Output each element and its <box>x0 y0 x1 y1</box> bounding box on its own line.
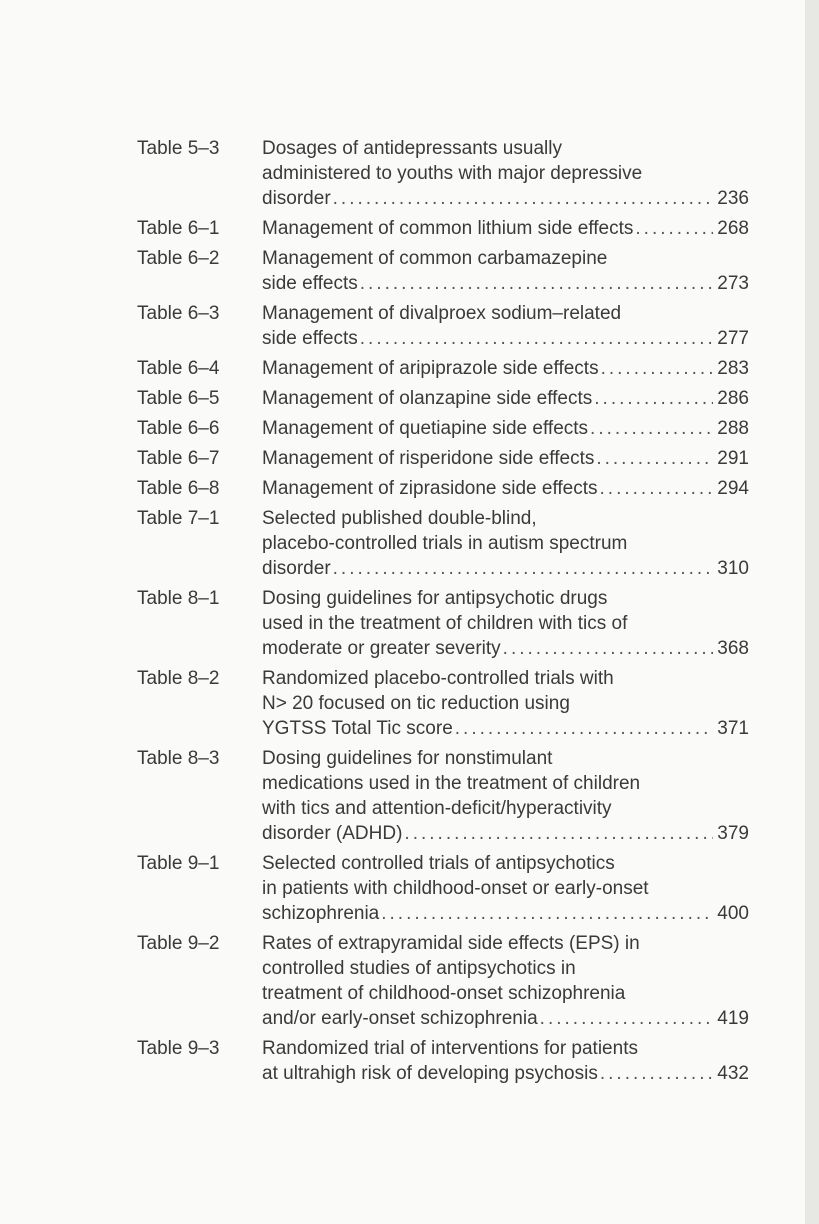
table-number: Table 6–6 <box>137 418 220 439</box>
page-number: 371 <box>717 718 749 739</box>
entry-title-line: Selected controlled trials of antipsychotics <box>262 853 615 874</box>
entry-title-line: schizophrenia <box>262 903 380 924</box>
entry-title-line: side effects <box>262 273 358 294</box>
toc-entry[interactable] <box>137 1036 749 1086</box>
toc-entry[interactable] <box>137 666 749 741</box>
dot-leader <box>381 901 713 926</box>
toc-entry[interactable] <box>137 416 749 441</box>
table-number: Table 9–3 <box>137 1038 220 1059</box>
page-number: 277 <box>717 328 749 349</box>
dot-leader <box>590 416 713 441</box>
toc-entry[interactable] <box>137 931 749 1031</box>
toc-entry[interactable] <box>137 216 749 241</box>
toc-entry[interactable] <box>137 356 749 381</box>
table-number: Table 6–7 <box>137 448 220 469</box>
entry-title-line: N> 20 focused on tic reduction using <box>262 693 570 714</box>
page-number: 368 <box>717 638 749 659</box>
table-number: Table 7–1 <box>137 508 220 529</box>
dot-leader <box>360 271 714 296</box>
list-of-tables <box>137 136 749 1086</box>
entry-title-line: moderate or greater severity <box>262 638 501 659</box>
dot-leader <box>596 446 713 471</box>
entry-title-line: treatment of childhood-onset schizophrenia <box>262 983 626 1004</box>
dot-leader <box>601 356 714 381</box>
entry-title-line: placebo-controlled trials in autism spectrum <box>262 533 628 554</box>
entry-title-line: Selected published double-blind, <box>262 508 537 529</box>
table-number: Table 6–4 <box>137 358 220 379</box>
toc-entry[interactable] <box>137 386 749 411</box>
entry-title-line: Management of risperidone side effects <box>262 448 595 469</box>
entry-title-line: Randomized placebo-controlled trials with <box>262 668 614 689</box>
toc-entry[interactable] <box>137 851 749 926</box>
toc-entry[interactable] <box>137 476 749 501</box>
toc-entry[interactable] <box>137 136 749 211</box>
table-number: Table 8–3 <box>137 748 220 769</box>
entry-title-line: used in the treatment of children with tics of <box>262 613 628 634</box>
table-number: Table 9–1 <box>137 853 220 874</box>
entry-title-line: Management of common carbamazepine <box>262 248 608 269</box>
table-number: Table 6–1 <box>137 218 220 239</box>
page-number: 283 <box>717 358 749 379</box>
dot-leader <box>635 216 713 241</box>
dot-leader <box>333 556 714 581</box>
entry-title-line: at ultrahigh risk of developing psychosis <box>262 1063 598 1084</box>
table-number: Table 6–8 <box>137 478 220 499</box>
entry-title-line: Dosing guidelines for antipsychotic drugs <box>262 588 608 609</box>
entry-title-line: disorder (ADHD) <box>262 823 403 844</box>
entry-title-line: Management of common lithium side effects <box>262 218 634 239</box>
dot-leader <box>594 386 713 411</box>
entry-title-line: Randomized trial of interventions for patients <box>262 1038 638 1059</box>
toc-entry[interactable] <box>137 506 749 581</box>
entry-title-line: Rates of extrapyramidal side effects (EPS) in <box>262 933 640 954</box>
table-number: Table 6–3 <box>137 303 220 324</box>
page-number: 273 <box>717 273 749 294</box>
page-number: 288 <box>717 418 749 439</box>
dot-leader <box>455 716 714 741</box>
entry-title-line: Management of quetiapine side effects <box>262 418 589 439</box>
entry-title-line: Dosages of antidepressants usually <box>262 138 562 159</box>
entry-title-line: medications used in the treatment of children <box>262 773 641 794</box>
entry-title-line: Management of aripiprazole side effects <box>262 358 599 379</box>
toc-entry[interactable] <box>137 586 749 661</box>
toc-entry[interactable] <box>137 301 749 351</box>
entry-title-line: disorder <box>262 188 331 209</box>
page-number: 379 <box>717 823 749 844</box>
dot-leader <box>404 821 713 846</box>
dot-leader <box>600 476 714 501</box>
dot-leader <box>503 636 714 661</box>
entry-title-line: Management of olanzapine side effects <box>262 388 593 409</box>
entry-title-line: YGTSS Total Tic score <box>262 718 453 739</box>
table-number: Table 5–3 <box>137 138 220 159</box>
dot-leader <box>360 326 714 351</box>
dot-leader <box>333 186 714 211</box>
entry-title-line: Dosing guidelines for nonstimulant <box>262 748 553 769</box>
table-number: Table 6–5 <box>137 388 220 409</box>
entry-title-line: and/or early-onset schizophrenia <box>262 1008 538 1029</box>
page-number: 294 <box>717 478 749 499</box>
entry-title-line: Management of ziprasidone side effects <box>262 478 598 499</box>
entry-title-line: controlled studies of antipsychotics in <box>262 958 576 979</box>
dot-leader <box>540 1006 714 1031</box>
page-number: 419 <box>717 1008 749 1029</box>
entry-title-line: Management of divalproex sodium–related <box>262 303 622 324</box>
entry-title-line: in patients with childhood-onset or early-onset <box>262 878 649 899</box>
page-number: 268 <box>717 218 749 239</box>
page-number: 286 <box>717 388 749 409</box>
dot-leader <box>600 1061 713 1086</box>
toc-entry[interactable] <box>137 746 749 846</box>
toc-entry[interactable] <box>137 246 749 296</box>
entry-title-line: administered to youths with major depressive <box>262 163 643 184</box>
table-number: Table 6–2 <box>137 248 220 269</box>
table-number: Table 8–2 <box>137 668 220 689</box>
table-number: Table 8–1 <box>137 588 220 609</box>
table-number: Table 9–2 <box>137 933 220 954</box>
page-number: 236 <box>717 188 749 209</box>
entry-title-line: side effects <box>262 328 358 349</box>
page-number: 432 <box>717 1063 749 1084</box>
page-number: 400 <box>717 903 749 924</box>
entry-title-line: with tics and attention-deficit/hyperactivity <box>262 798 612 819</box>
toc-entry[interactable] <box>137 446 749 471</box>
page-number: 291 <box>717 448 749 469</box>
page-number: 310 <box>717 558 749 579</box>
page-edge <box>805 0 819 1224</box>
entry-title-line: disorder <box>262 558 331 579</box>
